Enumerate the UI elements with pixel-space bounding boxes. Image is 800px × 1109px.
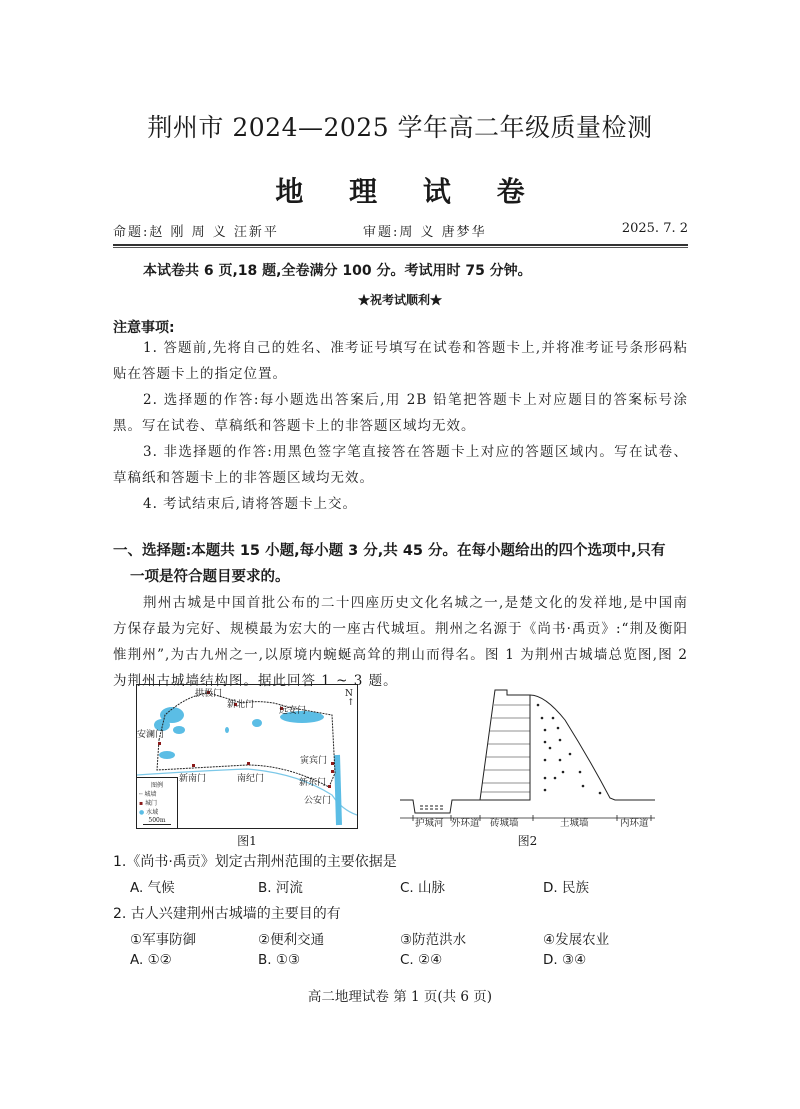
section-heading	[113, 538, 693, 590]
legend-gate: ▪ 城门	[139, 800, 157, 807]
gate-label: 南纪门	[237, 774, 265, 784]
item-3: ③防范洪水	[400, 932, 467, 948]
figure-2-caption: 图2	[517, 834, 538, 848]
gate-label: 新东门	[299, 778, 327, 788]
figure-1-map	[136, 684, 358, 829]
good-luck: ★祝考试顺利★	[357, 293, 442, 307]
gate-label: 安澜门	[137, 730, 165, 740]
water-icon: ●	[139, 809, 147, 816]
option-b[interactable]: B. ①③	[258, 952, 301, 968]
legend-title: 图例	[150, 782, 163, 789]
option-d[interactable]: D. ③④	[543, 952, 587, 968]
subject-title: 地 理 试 卷	[275, 175, 543, 208]
label-earth-wall: 土城墙	[560, 818, 589, 829]
notice-item-1: 1. 答题前,先将自己的姓名、准考证号填写在试卷和答题卡上,并将准考证号条形码粘贴在答题卡上的指定位置。	[113, 340, 688, 382]
legend-wall: ┄ 城墙	[139, 791, 157, 798]
notice-item-2: 2. 选择题的作答:每小题选出答案后,用 2B 铅笔把答题卡上对应题目的答案标号涂黑。写在试卷、草稿纸和答题卡上的非答题区域均无效。	[113, 392, 688, 434]
option-b[interactable]: B. 河流	[258, 880, 303, 896]
exam-intro: 本试卷共 6 页,18 题,全卷满分 100 分。考试用时 75 分钟。	[143, 263, 532, 279]
question-2-stem: 2. 古人兴建荆州古城墙的主要目的有	[113, 906, 341, 922]
option-a[interactable]: A. ①②	[130, 952, 172, 968]
exam-title: 荆州市 2024—2025 学年高二年级质量检测	[147, 113, 653, 142]
map-legend	[137, 777, 178, 828]
label-outer-ring-road: 外环道	[451, 818, 480, 829]
label-inner-ring-road: 内环道	[620, 818, 649, 829]
gate-label: 寅宾门	[300, 756, 328, 766]
exam-date: 2025. 7. 2	[621, 221, 688, 236]
notice-item-3: 3. 非选择题的作答:用黑色签字笔直接答在答题卡上对应的答题区域内。写在试卷、草稿纸和答题卡上的非答题区域均无效。	[113, 444, 688, 486]
reading-passage: 荆州古城是中国首批公布的二十四座历史文化名城之一,是楚文化的发祥地,是中国南方保存最为完好、规模最为宏大的一座古代城垣。荆州之名源于《尚书·禹贡》:“荆及衡阳惟荆州”,为古九州之一,以原境内蜿蜒高耸的荆山而得名。图 1 为荆州古城墙总览图,图 2 为荆州古城墙结构图。据此回答 1 ~ 3 题。	[113, 595, 688, 689]
item-1: ①军事防御	[130, 932, 197, 948]
header-rule-thin	[113, 247, 688, 248]
section-heading-line1: 一、选择题:本题共 15 小题,每小题 3 分,共 45 分。在每小题给出的四个选项中,只有	[113, 543, 666, 559]
header-rule	[113, 244, 688, 246]
notice-item-4: 4. 考试结束后,请将答题卡上交。	[143, 496, 357, 512]
gate-icon: ▪	[139, 800, 145, 807]
gate-label: 拱极门	[195, 689, 223, 699]
option-c[interactable]: C. 山脉	[400, 880, 446, 896]
wall-cross-section	[395, 680, 660, 830]
gate-label: 公安门	[304, 796, 332, 806]
label-moat: 护城河	[415, 818, 444, 829]
scale-bar: 500m	[143, 817, 171, 825]
notice-heading: 注意事项:	[113, 320, 175, 336]
option-a[interactable]: A. 气候	[130, 880, 175, 896]
item-2: ②便利交通	[258, 932, 325, 948]
reviewers: 审题:周 义 唐梦华	[363, 225, 487, 240]
item-4: ④发展农业	[543, 932, 610, 948]
figure-1-caption: 图1	[237, 834, 257, 848]
option-c[interactable]: C. ②④	[400, 952, 443, 968]
label-brick-wall: 砖城墙	[490, 818, 519, 829]
section-heading-line2: 一项是符合题目要求的。	[130, 569, 290, 585]
question-1-stem: 1.《尚书·禹贡》划定古荆州范围的主要依据是	[113, 854, 397, 870]
gate-label: 新北门	[227, 700, 255, 710]
gate-label: 新南门	[179, 774, 207, 784]
option-d[interactable]: D. 民族	[543, 880, 589, 896]
wall-icon: ┄	[139, 791, 145, 798]
gate-label: 远安门	[279, 706, 307, 716]
north-arrow-label: N	[345, 689, 353, 699]
north-arrow-icon: ↑	[347, 698, 355, 708]
authors: 命题:赵 刚 周 义 汪新平	[113, 225, 279, 240]
legend-water: ● 水域	[139, 809, 159, 816]
page-footer: 高二地理试卷 第 1 页(共 6 页)	[307, 989, 493, 1005]
figure-2-wall-structure	[395, 680, 660, 830]
